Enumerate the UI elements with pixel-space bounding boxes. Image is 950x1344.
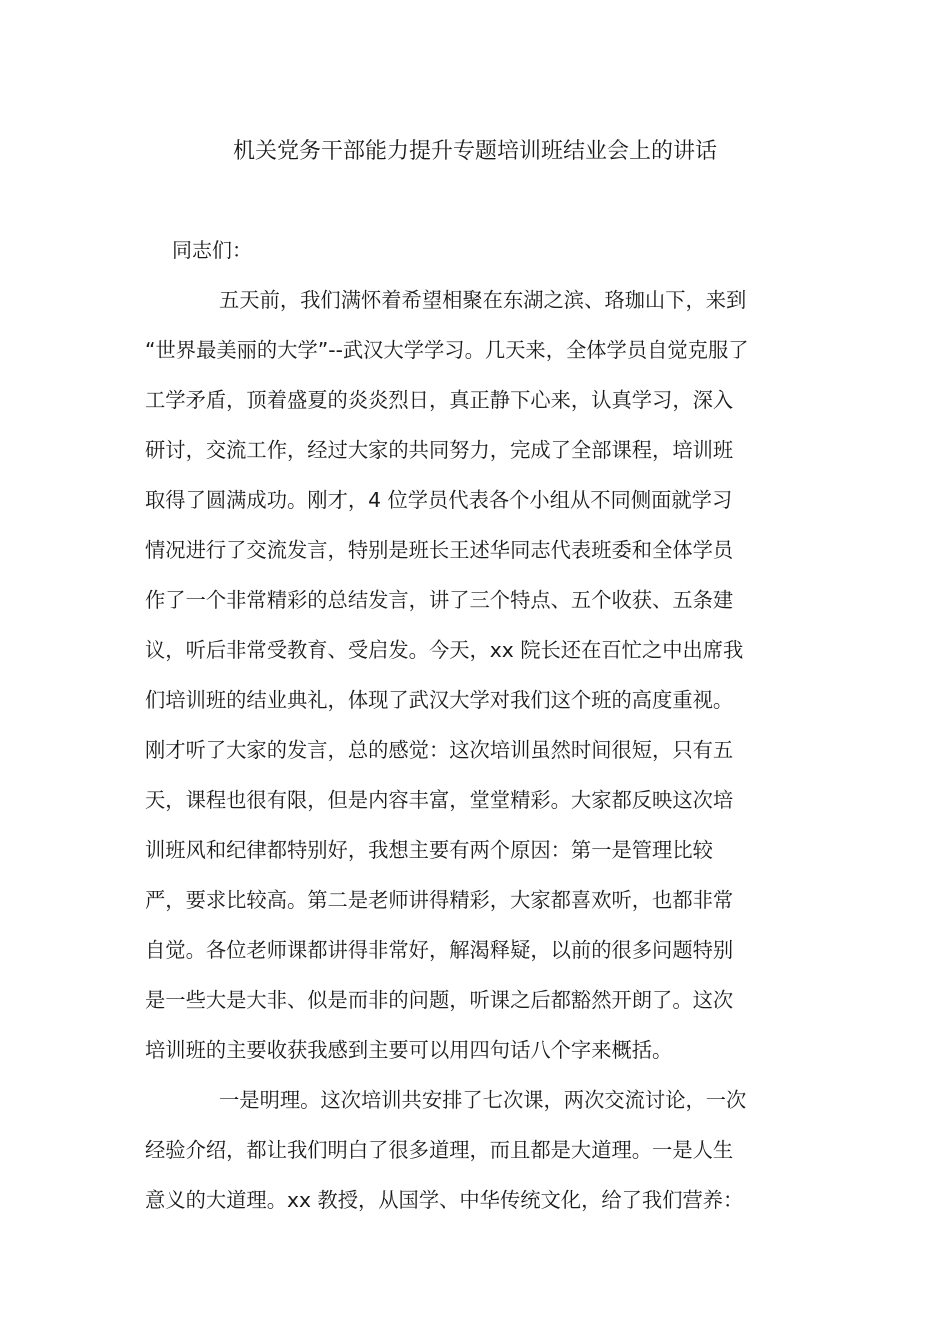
text-line: 训班风和纪律都特别好，我想主要有两个原因：第一是管理比较 <box>145 838 713 862</box>
text-line: 意义的大道理。xx 教授，从国学、中华传统文化，给了我们营养： <box>145 1188 744 1212</box>
salutation: 同志们： <box>172 238 252 262</box>
text-line: 作了一个非常精彩的总结发言，讲了三个特点、五个收获、五条建 <box>145 588 734 612</box>
text-line: 是一些大是大非、似是而非的问题，听课之后都豁然开朗了。这次 <box>145 988 734 1012</box>
text-line: 经验介绍，都让我们明白了很多道理，而且都是大道理。一是人生 <box>145 1138 734 1162</box>
text-line: 情况进行了交流发言，特别是班长王述华同志代表班委和全体学员 <box>145 538 734 562</box>
text-line: 天，课程也很有限，但是内容丰富，堂堂精彩。大家都反映这次培 <box>145 788 734 812</box>
document-title: 机关党务干部能力提升专题培训班结业会上的讲话 <box>232 139 717 164</box>
text-line: 研讨，交流工作，经过大家的共同努力，完成了全部课程，培训班 <box>145 438 734 462</box>
text-line: 严，要求比较高。第二是老师讲得精彩，大家都喜欢听，也都非常 <box>145 888 734 912</box>
paragraph <box>145 280 810 1080</box>
text-line: 议，听后非常受教育、受启发。今天，xx 院长还在百忙之中出席我 <box>145 638 744 662</box>
text-line: 五天前，我们满怀着希望相聚在东湖之滨、珞珈山下，来到 <box>219 288 747 312</box>
text-line: 培训班的主要收获我感到主要可以用四句话八个字来概括。 <box>145 1038 673 1062</box>
paragraph <box>145 1080 810 1230</box>
text-line: 刚才听了大家的发言，总的感觉：这次培训虽然时间很短，只有五 <box>145 738 734 762</box>
text-line: 工学矛盾，顶着盛夏的炎炎烈日，真正静下心来，认真学习，深入 <box>145 388 734 412</box>
text-line: 们培训班的结业典礼，体现了武汉大学对我们这个班的高度重视。 <box>145 688 734 712</box>
text-line: “世界最美丽的大学”--武汉大学学习。几天来，全体学员自觉克服了 <box>145 338 749 362</box>
document-body <box>145 280 810 1230</box>
text-line: 一是明理。这次培训共安排了七次课，两次交流讨论，一次 <box>219 1088 747 1112</box>
text-line: 取得了圆满成功。刚才，4 位学员代表各个小组从不同侧面就学习 <box>145 488 733 512</box>
text-line: 自觉。各位老师课都讲得非常好，解渴释疑，以前的很多问题特别 <box>145 938 734 962</box>
